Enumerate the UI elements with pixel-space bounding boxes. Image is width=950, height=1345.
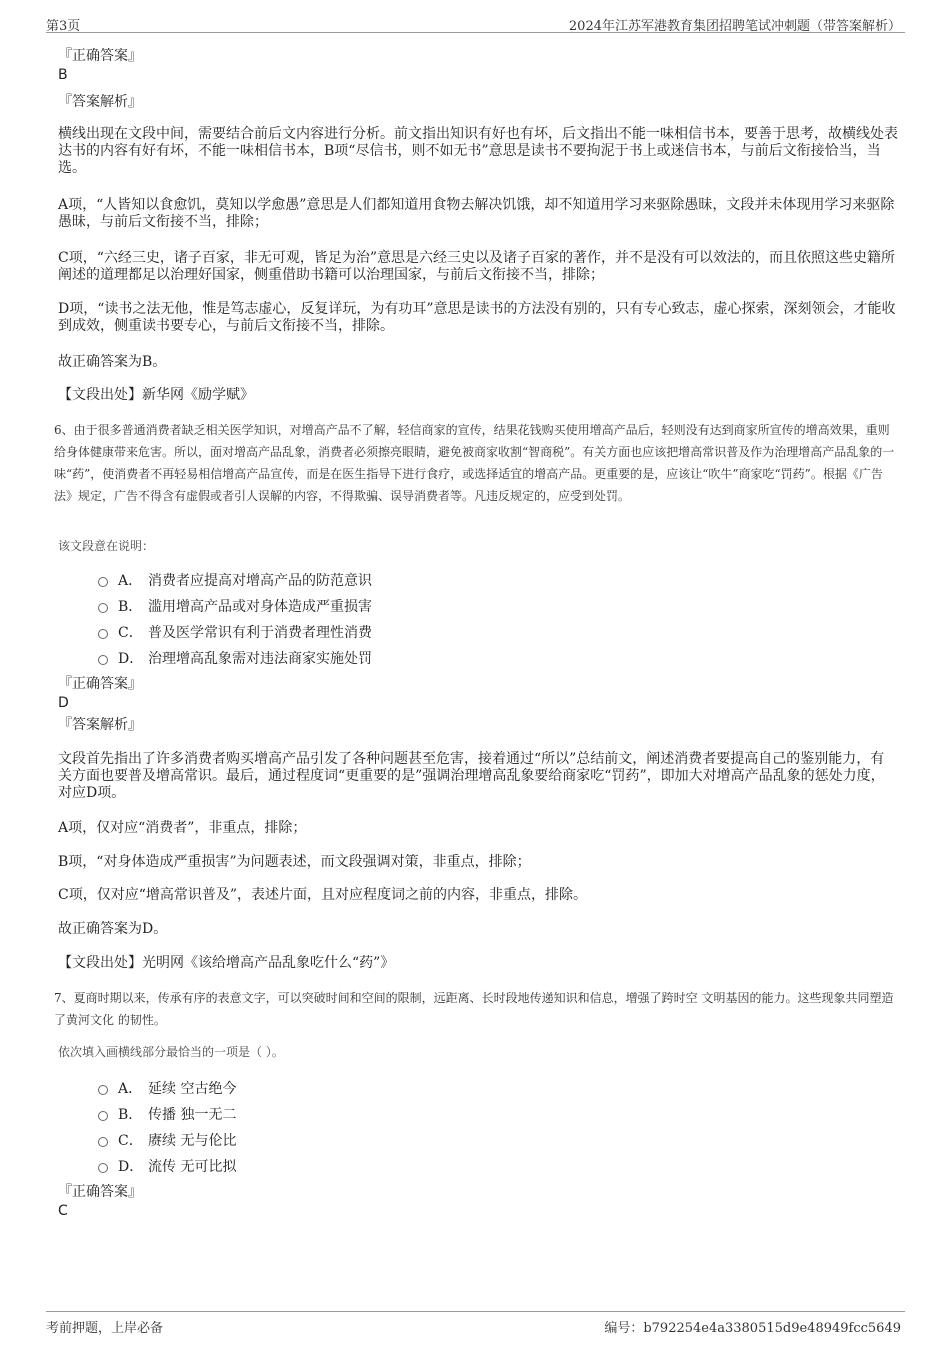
- option-b[interactable]: [98, 1104, 236, 1124]
- option-text: 传播 独一无二: [148, 1107, 237, 1123]
- radio-icon[interactable]: [98, 1111, 108, 1121]
- conclusion: 故正确答案为D。: [58, 921, 168, 937]
- option-text: 延续 空古绝今: [148, 1081, 237, 1097]
- option-text: 滥用增高产品或对身体造成严重损害: [148, 599, 372, 615]
- footer-slogan: 考前押题，上岸必备: [46, 1321, 164, 1336]
- question-7-stem: 7、夏商时期以来，传承有序的表意文字，可以突破时间和空间的限制，远距离、长时段地传递知识和信息，增强了跨时空 文明基因的能力。这些现象共同塑造了黄河文化 的韧性。: [54, 991, 894, 1027]
- page-footer: [46, 1311, 905, 1334]
- option-d[interactable]: [98, 1156, 236, 1176]
- radio-icon[interactable]: [98, 577, 108, 587]
- answer-value: B: [58, 67, 68, 83]
- option-letter: B．: [118, 1107, 143, 1123]
- option-letter: D．: [118, 651, 144, 667]
- option-letter: C．: [118, 625, 143, 641]
- option-d[interactable]: [98, 648, 372, 668]
- option-text: 赓续 无与伦比: [148, 1133, 237, 1149]
- answer-label: 『正确答案』: [58, 48, 142, 64]
- radio-icon[interactable]: [98, 603, 108, 613]
- document-title: 2024年江苏军港教育集团招聘笔试冲刺题（带答案解析）: [568, 19, 901, 34]
- page-number: 第3页: [46, 19, 81, 34]
- answer-value: C: [58, 1203, 68, 1219]
- source: 【文段出处】光明网《该给增高产品乱象吃什么“药”》: [58, 955, 395, 971]
- radio-icon[interactable]: [98, 629, 108, 639]
- analysis-paragraph: 文段首先指出了许多消费者购买增高产品引发了各种问题甚至危害，接着通过“所以”总结前文，阐述消费者要提高自己的鉴别能力，有关方面也要普及增高常识。最后，通过程度词“更重要的是”强调治理增高乱象要给商家吃“罚药”，即加大对增高产品乱象的惩处力度，对应D项。: [58, 751, 885, 801]
- option-b[interactable]: [98, 596, 372, 616]
- radio-icon[interactable]: [98, 1163, 108, 1173]
- analysis-label: 『答案解析』: [58, 94, 142, 110]
- analysis-option-d: D项，“读书之法无他，惟是笃志虚心，反复详玩，为有功耳”意思是读书的方法没有别的，只有专心致志，虚心探索，深刻领会，才能收到成效，侧重读书要专心，与前后文衔接不当，排除。: [58, 301, 896, 334]
- document-code: 编号：b792254e4a3380515d9e48949fcc5649: [604, 1321, 901, 1336]
- question-6-stem: 6、由于很多普通消费者缺乏相关医学知识，对增高产品不了解，轻信商家的宣传，结果花钱购买使用增高产品后，轻则没有达到商家所宣传的增高效果，重则给身体健康带来危害。所以，面对增高产品乱象，消费者必须擦亮眼睛，避免被商家收割“智商税”。有关方面也应该把增高常识普及作为治理增高产品乱象的一味“药”，使消费者不再轻易相信增高产品宣传，而是在医生指导下进行食疗，或选择适宜的增高产品。更重要的是，应该让“吹牛”商家吃“罚药”。根据《广告法》规定，广告不得含有虚假或者引人误解的内容，不得欺骗、误导消费者等。凡违反规定的，应受到处罚。: [54, 423, 895, 503]
- option-letter: A．: [118, 573, 143, 589]
- option-letter: C．: [118, 1133, 143, 1149]
- radio-icon[interactable]: [98, 655, 108, 665]
- option-text: 流传 无可比拟: [148, 1159, 237, 1175]
- analysis-option-b: B项，“对身体造成严重损害”为问题表述，而文段强调对策，非重点，排除；: [58, 854, 531, 870]
- answer-label: 『正确答案』: [58, 1184, 142, 1200]
- answer-value: D: [58, 695, 69, 711]
- source: 【文段出处】新华网《励学赋》: [58, 387, 254, 403]
- option-c[interactable]: [98, 622, 372, 642]
- option-letter: D．: [118, 1159, 144, 1175]
- answer-label: 『正确答案』: [58, 676, 142, 692]
- option-text: 消费者应提高对增高产品的防范意识: [148, 573, 372, 589]
- option-a[interactable]: [98, 1078, 236, 1098]
- question-6-prompt: 该文段意在说明：: [58, 539, 155, 553]
- question-7-prompt: 依次填入画横线部分最恰当的一项是（ ）。: [58, 1045, 284, 1059]
- analysis-option-c: C项，“六经三史，诸子百家，非无可观，皆足为治”意思是六经三史以及诸子百家的著作，并不是没有可以效法的，而且依照这些史籍所阐述的道理都足以治理好国家，侧重借助书籍可以治理国家，与前后文衔接不当，排除；: [58, 250, 896, 283]
- analysis-option-a: A项，“人皆知以食愈饥，莫知以学愈愚”意思是人们都知道用食物去解决饥饿，却不知道用学习来驱除愚昧，文段并未体现用学习来驱除愚昧，与前后文衔接不当，排除；: [58, 197, 895, 230]
- option-text: 普及医学常识有利于消费者理性消费: [148, 625, 372, 641]
- option-letter: B．: [118, 599, 143, 615]
- option-c[interactable]: [98, 1130, 236, 1150]
- analysis-paragraph: 横线出现在文段中间，需要结合前后文内容进行分析。前文指出知识有好也有坏，后文指出不能一味相信书本，要善于思考，故横线处表达书的内容有好有坏，不能一味相信书本，B项“尽信书，则不如无书”意思是读书不要拘泥于书上或迷信书本，与前后文衔接恰当，当选。: [58, 126, 898, 176]
- radio-icon[interactable]: [98, 1137, 108, 1147]
- page-header: [46, 12, 905, 33]
- radio-icon[interactable]: [98, 1085, 108, 1095]
- option-text: 治理增高乱象需对违法商家实施处罚: [148, 651, 372, 667]
- option-letter: A．: [118, 1081, 143, 1097]
- analysis-label: 『答案解析』: [58, 717, 142, 733]
- option-a[interactable]: [98, 570, 372, 590]
- conclusion: 故正确答案为B。: [58, 354, 167, 370]
- analysis-option-a: A项，仅对应“消费者”，非重点，排除；: [58, 820, 307, 836]
- analysis-option-c: C项，仅对应“增高常识普及”，表述片面，且对应程度词之前的内容，非重点，排除。: [58, 887, 588, 903]
